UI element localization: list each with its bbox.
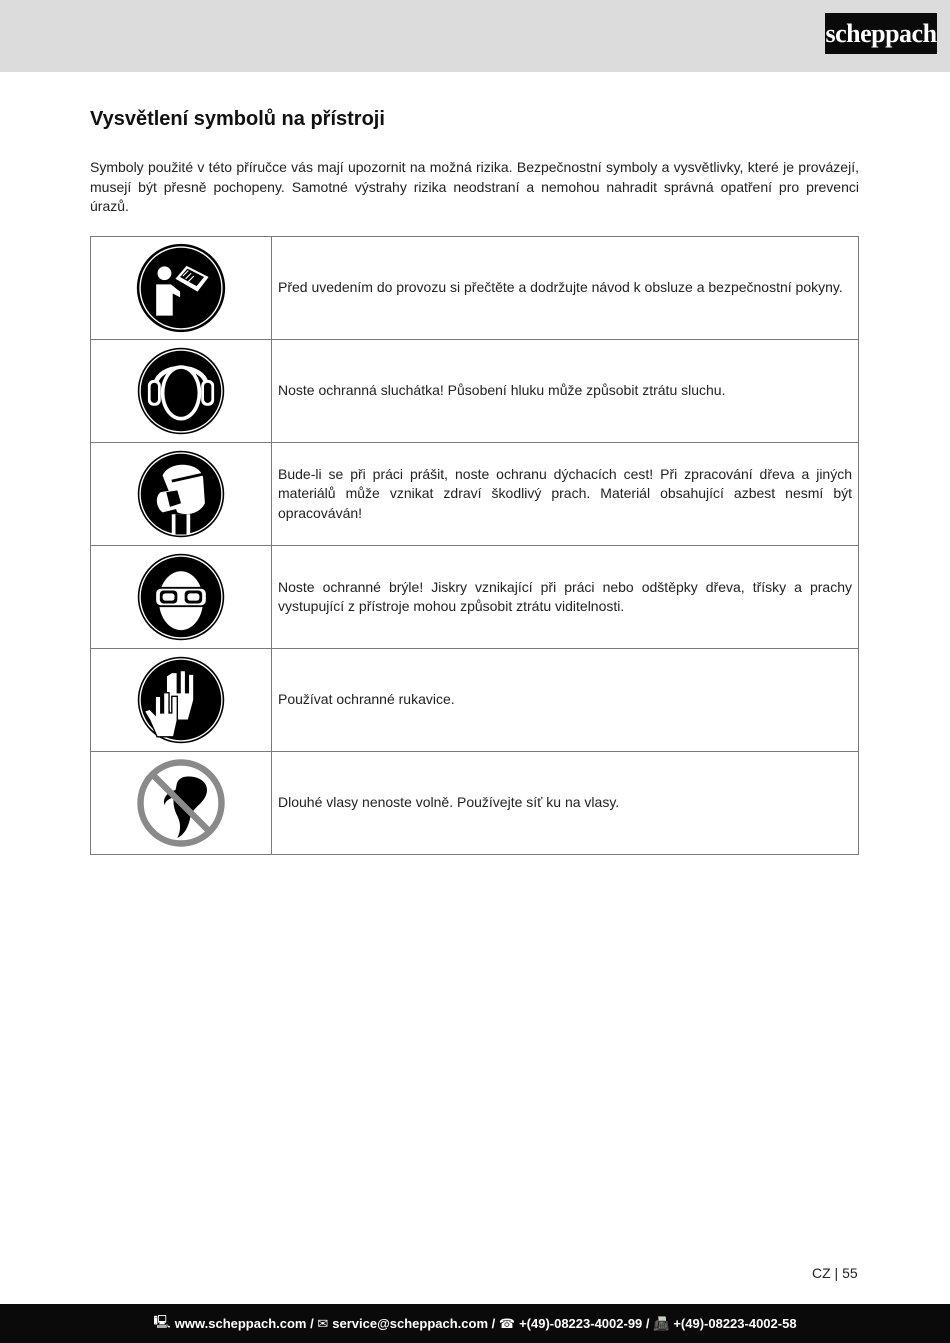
symbol-icon-cell	[91, 237, 272, 340]
footer-fax: +(49)-08223-4002-58	[673, 1316, 797, 1331]
symbol-icon-cell	[91, 752, 272, 855]
symbol-row	[91, 443, 859, 546]
page-title: Vysvětlení symbolů na přístroji	[90, 108, 385, 130]
symbol-icon-cell	[91, 340, 272, 443]
footer-bar	[0, 1304, 950, 1343]
ear-protection-icon	[135, 345, 227, 437]
phone-icon: ☎	[498, 1315, 516, 1331]
symbols-table	[90, 236, 859, 855]
read-manual-icon	[135, 242, 227, 334]
symbol-icon-cell	[91, 546, 272, 649]
footer-email[interactable]: service@scheppach.com /	[332, 1316, 496, 1331]
footer-phone: +(49)-08223-4002-99 /	[519, 1316, 650, 1331]
symbol-description: Noste ochranné brýle! Jiskry vznikající při práci nebo odštěpky dřeva, třísky a prachy vystupující z přístroje mohou způsobit ztrátu viditelnosti.	[272, 546, 859, 649]
gloves-icon	[135, 654, 227, 746]
scheppach-logo: scheppach	[825, 13, 937, 54]
symbol-description: Noste ochranná sluchátka! Působení hluku může způsobit ztrátu sluchu.	[272, 340, 859, 443]
fax-icon: 📠	[653, 1315, 670, 1331]
symbol-row	[91, 340, 859, 443]
footer-website[interactable]: www.scheppach.com /	[174, 1316, 314, 1331]
symbol-description: Před uvedením do provozu si přečtěte a dodržujte návod k obsluze a bezpečnostní pokyny.	[272, 237, 859, 340]
symbol-description: Používat ochranné rukavice.	[272, 649, 859, 752]
symbol-icon-cell	[91, 443, 272, 546]
respirator-icon	[135, 448, 227, 540]
symbol-description: Dlouhé vlasy nenoste volně. Používejte síť ku na vlasy.	[272, 752, 859, 855]
symbol-row	[91, 649, 859, 752]
header-bar	[0, 0, 950, 72]
symbol-description: Bude-li se při práci prášit, noste ochranu dýchacích cest! Při zpracování dřeva a jiných materiálů může vznikat zdraví škodlivý prach. Materiál obsahující azbest nesmí být opracováván!	[272, 443, 859, 546]
page-number: CZ | 55	[812, 1265, 858, 1281]
computer-icon: 🖳	[153, 1313, 171, 1329]
symbol-row	[91, 752, 859, 855]
safety-goggles-icon	[135, 551, 227, 643]
envelope-icon: ✉	[317, 1315, 329, 1331]
symbol-row	[91, 546, 859, 649]
no-loose-hair-icon	[135, 757, 227, 849]
intro-paragraph: Symboly použité v této příručce vás mají upozornit na možná rizika. Bezpečnostní symboly a vysvětlivky, které je provázejí, musejí být přesně pochopeny. Samotné výstrahy rizika neodstraní a nemohou nahradit správná opatření pro prevenci úrazů.	[90, 159, 859, 214]
symbol-row	[91, 237, 859, 340]
symbol-icon-cell	[91, 649, 272, 752]
